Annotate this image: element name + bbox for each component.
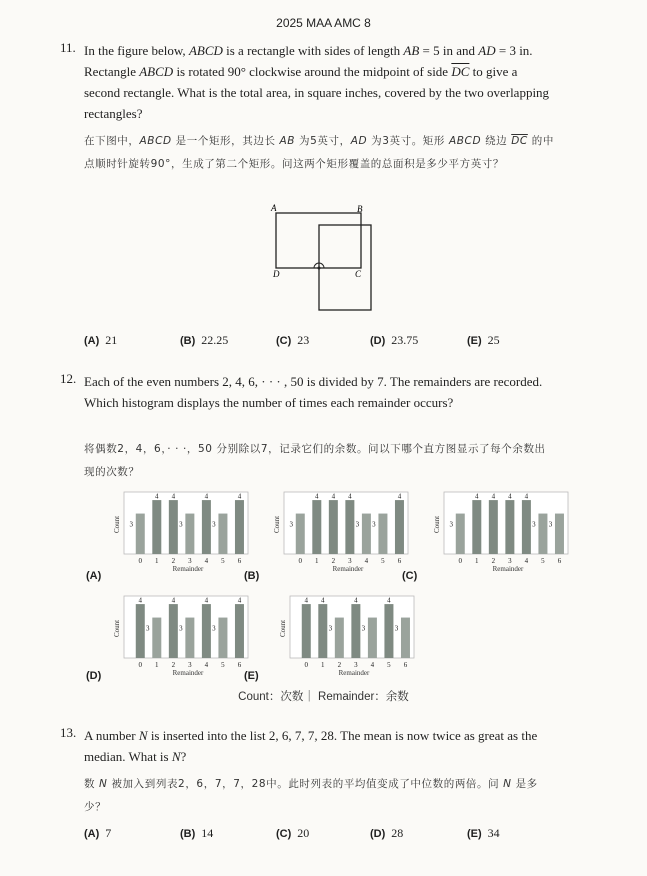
bar-value-label: 3 <box>289 520 294 529</box>
x-tick-label: 0 <box>298 557 303 565</box>
q13-choice-c[interactable]: (C) 20 <box>276 826 310 840</box>
histogram-bar <box>202 500 211 554</box>
bar-value-label: 4 <box>204 596 209 605</box>
histogram-bar <box>335 618 344 658</box>
histogram-bar <box>378 514 387 554</box>
bar-value-label: 3 <box>372 520 376 529</box>
histogram-a[interactable] <box>110 490 250 576</box>
text-segment: ABCD <box>188 43 223 58</box>
histogram-bar <box>152 618 161 658</box>
histogram-bar <box>318 604 327 658</box>
bar-value-label: 3 <box>179 624 183 633</box>
bar-value-label: 4 <box>397 492 402 501</box>
vertex-a: A <box>271 203 277 213</box>
x-tick-label: 2 <box>491 557 496 565</box>
vertex-d: D <box>273 269 280 279</box>
histogram-bar <box>136 514 145 554</box>
text-segment: A number <box>84 728 139 743</box>
bar-value-label: 4 <box>348 492 352 501</box>
histogram-bar <box>401 618 410 658</box>
q11-choice-d[interactable]: (D) 23.75 <box>370 333 419 347</box>
histogram-bar <box>235 604 244 658</box>
text-segment: $\overline{DC}$ <box>511 135 528 147</box>
bar-value-label: 3 <box>179 520 183 529</box>
question-12-number: 12. <box>60 371 77 386</box>
x-tick-label: 5 <box>381 557 385 565</box>
histogram-bar <box>395 500 404 554</box>
bar-value-label: 3 <box>129 520 134 529</box>
histogram-d[interactable] <box>110 594 250 680</box>
text-segment: is inserted into the list 2, 6, 7, 7, 28. The mean is now twice as great as the median. What is <box>84 728 538 764</box>
text-segment: 是多少？ <box>84 778 538 813</box>
x-tick-label: 1 <box>155 661 159 669</box>
y-axis-label: Count <box>113 515 121 533</box>
x-tick-label: 5 <box>387 661 391 669</box>
histogram-bar <box>136 604 145 658</box>
text-segment: 的中点顺时针旋转90°，生成了第二个矩形。问这两个矩形覆盖的总面积是多少平方英寸？ <box>84 135 554 170</box>
x-tick-label: 4 <box>524 557 529 565</box>
histogram-bar <box>152 500 161 554</box>
histogram-b[interactable] <box>270 490 410 576</box>
x-tick-label: 6 <box>397 557 402 565</box>
q11-choice-c[interactable]: (C) 23 <box>276 333 310 347</box>
text-segment: In the figure below, <box>84 43 189 58</box>
y-axis-label: Count <box>433 515 441 533</box>
histogram-bar <box>522 500 531 554</box>
histogram-bar <box>169 500 178 554</box>
x-tick-label: 3 <box>354 661 358 669</box>
rotated-rectangles-figure <box>262 202 382 314</box>
histogram-bar <box>312 500 321 554</box>
histogram-c-label: (C) <box>402 570 418 582</box>
page-header: 2025 MAA AMC 8 <box>276 16 371 30</box>
text-segment: 在下图中， <box>84 135 140 147</box>
bar-value-label: 3 <box>355 520 360 529</box>
histogram-e-label: (E) <box>244 670 259 682</box>
x-tick-label: 2 <box>337 661 342 669</box>
bar-value-label: 4 <box>237 596 242 605</box>
x-tick-label: 1 <box>475 557 479 565</box>
histogram-bar <box>302 604 311 658</box>
vertex-c: C <box>355 269 362 279</box>
bar-value-label: 4 <box>171 492 176 501</box>
bar-value-label: 3 <box>394 624 399 633</box>
text-segment: 为3英寸。矩形 <box>367 135 449 147</box>
bar-value-label: 3 <box>532 520 536 529</box>
bar-value-label: 3 <box>146 624 150 633</box>
bar-value-label: 4 <box>508 492 512 501</box>
text-segment: Each of the even numbers 2, 4, 6, · · · , 50 is divided by 7. The remainders are recorded. Which histogram displays the number of times each remainder occurs? <box>84 374 543 410</box>
histogram-bar <box>505 500 514 554</box>
x-axis-label: Remainder <box>332 565 364 573</box>
histogram-bar <box>351 604 360 658</box>
bar-value-label: 4 <box>387 596 391 605</box>
y-axis-label: Count <box>279 619 287 637</box>
histogram-d-label: (D) <box>86 670 102 682</box>
bar-value-label: 4 <box>155 492 159 501</box>
histogram-bar <box>296 514 305 554</box>
x-tick-label: 4 <box>364 557 369 565</box>
text-segment: N <box>503 778 512 790</box>
bar-value-label: 4 <box>204 492 209 501</box>
x-tick-label: 3 <box>508 557 512 565</box>
bar-value-label: 4 <box>331 492 336 501</box>
x-tick-label: 5 <box>221 661 225 669</box>
text-segment: N <box>171 749 181 764</box>
histogram-a-label: (A) <box>86 570 102 582</box>
histogram-b-label: (B) <box>244 570 260 582</box>
q11-choice-a[interactable]: (A) 21 <box>84 333 118 347</box>
histogram-bar <box>456 514 465 554</box>
histogram-legend: Count：次数｜ Remainder：余数 <box>238 691 409 703</box>
x-tick-label: 1 <box>155 557 159 565</box>
question-13-number: 13. <box>60 725 77 740</box>
x-tick-label: 6 <box>403 661 408 669</box>
vertex-b: B <box>357 204 363 214</box>
text-segment: AD <box>478 43 496 58</box>
text-segment: AB <box>403 43 420 58</box>
x-tick-label: 0 <box>138 557 143 565</box>
text-segment: N <box>138 728 148 743</box>
x-tick-label: 6 <box>557 557 562 565</box>
x-tick-label: 1 <box>321 661 325 669</box>
histogram-bar <box>202 604 211 658</box>
text-segment: = 5 in and <box>419 43 479 58</box>
histogram-bar <box>185 514 194 554</box>
x-tick-label: 0 <box>458 557 463 565</box>
text-segment: is a rectangle with sides of length <box>222 43 404 58</box>
bar-value-label: 3 <box>212 624 216 633</box>
bar-value-label: 3 <box>328 624 333 633</box>
bar-value-label: 3 <box>361 624 366 633</box>
question-13-chinese <box>84 773 556 819</box>
text-segment: AD <box>350 135 368 147</box>
x-tick-label: 4 <box>204 661 209 669</box>
text-segment: is rotated 90° clockwise around the midpoint of side <box>173 64 452 79</box>
y-axis-label: Count <box>273 515 281 533</box>
x-axis-label: Remainder <box>172 669 204 677</box>
bar-value-label: 3 <box>212 520 216 529</box>
x-tick-label: 0 <box>138 661 143 669</box>
histogram-bar <box>555 514 564 554</box>
text-segment: 绕边 <box>481 135 512 147</box>
text-segment: = 3 in. Rectangle <box>84 43 533 79</box>
histogram-c[interactable] <box>430 490 570 576</box>
x-tick-label: 2 <box>171 661 176 669</box>
text-segment: 为5英寸， <box>295 135 351 147</box>
text-segment: ? <box>180 749 187 764</box>
text-segment: 被加入到列表2，6，7，7，28中。此时列表的平均值变成了中位数的两倍。问 <box>107 778 504 790</box>
q13-choice-d[interactable]: (D) 28 <box>370 826 404 840</box>
q11-choice-e[interactable]: (E) 25 <box>467 333 500 347</box>
x-tick-label: 3 <box>348 557 352 565</box>
bar-value-label: 4 <box>237 492 242 501</box>
x-tick-label: 5 <box>541 557 545 565</box>
text-segment: ABCD <box>448 135 482 147</box>
x-axis-label: Remainder <box>172 565 204 573</box>
histogram-bar <box>362 514 371 554</box>
q13-choice-a[interactable]: (A) 7 <box>84 826 112 840</box>
histogram-bar <box>329 500 338 554</box>
text-segment: AB <box>279 135 296 147</box>
bar-value-label: 4 <box>171 596 176 605</box>
x-tick-label: 3 <box>188 557 192 565</box>
bar-value-label: 4 <box>315 492 319 501</box>
q11-choice-b[interactable]: (B) 22.25 <box>180 333 229 347</box>
x-tick-label: 2 <box>331 557 336 565</box>
question-11-chinese <box>84 130 556 176</box>
text-segment: ABCD <box>139 64 174 79</box>
x-tick-label: 2 <box>171 557 176 565</box>
histogram-bar <box>489 500 498 554</box>
histogram-bar <box>384 604 393 658</box>
histogram-bar <box>235 500 244 554</box>
bar-value-label: 4 <box>321 596 325 605</box>
x-tick-label: 0 <box>304 661 309 669</box>
text-segment: $\overline{DC}$ <box>451 64 470 79</box>
text-segment: 是一个矩形，其边长 <box>171 135 280 147</box>
x-tick-label: 3 <box>188 661 192 669</box>
x-tick-label: 4 <box>370 661 375 669</box>
question-13-english <box>84 725 556 767</box>
histogram-bar <box>218 514 227 554</box>
x-axis-label: Remainder <box>338 669 370 677</box>
bar-value-label: 4 <box>491 492 496 501</box>
bar-value-label: 4 <box>138 596 143 605</box>
q13-choice-b[interactable]: (B) 14 <box>180 826 214 840</box>
bar-value-label: 4 <box>524 492 529 501</box>
bar-value-label: 4 <box>475 492 479 501</box>
bar-value-label: 4 <box>304 596 309 605</box>
bar-value-label: 4 <box>354 596 358 605</box>
question-12-english <box>84 371 556 413</box>
x-axis-label: Remainder <box>492 565 524 573</box>
text-segment: 数 <box>84 778 100 790</box>
text-segment: N <box>99 778 108 790</box>
histogram-bar <box>169 604 178 658</box>
y-axis-label: Count <box>113 619 121 637</box>
x-tick-label: 6 <box>237 557 242 565</box>
x-tick-label: 1 <box>315 557 319 565</box>
rotation-center-point <box>318 267 321 270</box>
x-tick-label: 5 <box>221 557 225 565</box>
question-12-chinese <box>84 438 556 484</box>
histogram-bar <box>218 618 227 658</box>
question-11-english <box>84 40 556 124</box>
bar-value-label: 3 <box>548 520 553 529</box>
histogram-bar <box>472 500 481 554</box>
question-11-number: 11. <box>60 40 76 55</box>
histogram-bar <box>185 618 194 658</box>
x-tick-label: 4 <box>204 557 209 565</box>
histogram-bar <box>368 618 377 658</box>
q13-choice-e[interactable]: (E) 34 <box>467 826 500 840</box>
histogram-bar <box>345 500 354 554</box>
histogram-e[interactable] <box>276 594 416 680</box>
histogram-bar <box>538 514 547 554</box>
text-segment: 将偶数2，4，6，· · ·，50 分别除以7，记录它们的余数。问以下哪个直方图显示了每个余数出现的次数？ <box>84 443 546 478</box>
text-segment: to give a second rectangle. What is the total area, in square inches, covered by the two overlapping rectangles? <box>84 64 550 121</box>
bar-value-label: 3 <box>449 520 454 529</box>
text-segment: ABCD <box>139 135 172 147</box>
x-tick-label: 6 <box>237 661 242 669</box>
